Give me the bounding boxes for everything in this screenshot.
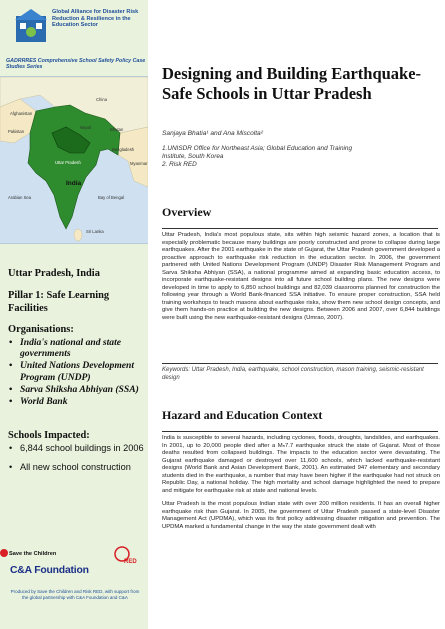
paragraph: India is susceptible to several hazards, including cyclones, floods, droughts, landslides, and earthquakes. In 2001, up to 20,000 people died after a Mₙ7.7 earthquake struck the state of Gujarat. Most of those deaths resulted from collapsed buildings. The impacts to the education sector were devastating. The Gujarat earthquake damaged or destroyed over 11,600 schools, which lacked earthquake-resistant designs (World Bank and Asian Development Bank, 2001). An estimated 947 elementary and secondary students died in the earthquake, a number that may have been higher if the earthquake had not struck on Republic Day, a national holiday. The high mortality and school damage highlighted the need to prepare and mitigate for earthquake risk at state and national levels. bbox=[162, 435, 440, 494]
map-label-bay-of-bengal: Bay of Bengal bbox=[98, 195, 125, 200]
schools-heading: Schools Impacted: bbox=[8, 430, 90, 441]
list-item: • India's national and state governments bbox=[8, 337, 146, 359]
risk-red-text: RED bbox=[124, 559, 137, 565]
ca-foundation-logo: C&A Foundation bbox=[10, 565, 89, 576]
section-divider bbox=[162, 363, 438, 364]
school-safety-icon bbox=[14, 8, 48, 44]
pillar-heading: Pillar 1: Safe Learning Facilities bbox=[8, 290, 110, 314]
partner-logos bbox=[0, 543, 148, 585]
save-the-children-logo: Save the Children bbox=[9, 551, 57, 557]
map-label-sri-lanka: Sri Lanka bbox=[86, 229, 104, 234]
produced-by-note: Produced by Save the Children and Risk RED, with support from the global partnership with C&A Foundation and C&A bbox=[10, 589, 140, 600]
page-title: Designing and Building Earthquake-Safe Schools in Uttar Pradesh bbox=[162, 64, 422, 103]
map-label-bangladesh: Bangladesh bbox=[112, 147, 135, 152]
list-item: • World Bank bbox=[8, 396, 146, 407]
list-item: • United Nations Development Program (UNDP) bbox=[8, 360, 146, 382]
map-label-pakistan: Pakistan bbox=[8, 129, 25, 134]
hazard-heading: Hazard and Education Context bbox=[162, 408, 323, 422]
authors: Sanjaya Bhatia¹ and Ana Miscolta² bbox=[162, 130, 263, 137]
state-heading: Uttar Pradesh, India bbox=[8, 268, 100, 279]
map-label-nepal: Nepal bbox=[80, 125, 91, 130]
keywords: Keywords: Uttar Pradesh, India, earthquake, school construction, mason training, seismic-resistant design bbox=[162, 367, 424, 381]
map-label-arabian-sea: Arabian Sea bbox=[8, 195, 32, 200]
sidebar bbox=[0, 0, 148, 629]
list-item: • All new school construction bbox=[8, 462, 146, 473]
list-item: • 6,844 school buildings in 2006 bbox=[8, 443, 146, 454]
affiliation-line: 2. Risk RED bbox=[162, 161, 197, 168]
map-label-bhutan: Bhutan bbox=[110, 127, 124, 132]
alliance-name: Global Alliance for Disaster Risk Reduction & Resilience in the Education Sector bbox=[52, 9, 139, 29]
affiliations bbox=[162, 145, 432, 169]
affiliation-line: 1.UNISDR Office for Northeast Asia; Global Education and Training bbox=[162, 145, 353, 152]
map-label-india: India bbox=[66, 180, 82, 187]
overview-text: Uttar Pradesh, India's most populous state, sits within high seismic hazard zones, a location that is especially problematic because many buildings are poorly constructed and prone to collapse during large earthquakes. After the 2001 earthquake in the state of Gujarat, the Uttar Pradesh government developed a proactive approach to earthquake risk reduction in the education sector. In 2006, the government partnered with United Nations Development Program (UNDP) Disaster Risk Management Program and Sarva Shiksha Abhiyan (SSA), a national programme aimed at expanding basic education access, to incorporate earthquake-resistant designs into all future school building plans. The new designs were developed in time to apply to 6,850 school buildings and 82,039 classrooms planned for construction the following year through a World Bank-financed SSA initiative. To ensure proper construction, SSA held training workshops to teach masons about earthquake risks, show them new school design concepts, and give them hands-on practice at building the new designs. Between 2006 and 2007, over 6,844 buildings were built using the new earthquake-resistant designs (Umrao, 2007). bbox=[162, 232, 440, 321]
organisations-list bbox=[8, 337, 146, 408]
affiliation-line: Institute, South Korea bbox=[162, 153, 224, 160]
hazard-text bbox=[162, 435, 440, 537]
save-the-children-icon bbox=[0, 549, 8, 557]
series-title: GADRRRES Comprehensive School Safety Policy Case Studies Series bbox=[6, 58, 146, 71]
alliance-logo-block bbox=[6, 6, 146, 56]
main-column bbox=[156, 0, 440, 629]
map-label-china: China bbox=[96, 97, 107, 102]
india-map bbox=[0, 76, 148, 244]
paragraph: Uttar Pradesh is the most populous Indian state with over 200 million residents. It has an overall higher earthquake risk than Gujarat. In 2005, the government of Uttar Pradesh passed a state-level Disaster Management Act (UPDMA), which was its first policy addressing disaster mitigation and prevention. The UPDMA marked a fundamental change in the way the state government dealt with bbox=[162, 501, 440, 530]
risk-red-logo bbox=[112, 545, 140, 567]
organisations-heading: Organisations: bbox=[8, 324, 74, 335]
map-label-uttar-pradesh: Uttar Pradesh bbox=[55, 160, 81, 165]
schools-list bbox=[8, 443, 146, 481]
map-label-myanmar: Myanmar bbox=[130, 161, 148, 166]
list-item: • Sarva Shiksha Abhiyan (SSA) bbox=[8, 384, 146, 395]
section-divider bbox=[162, 228, 438, 229]
overview-heading: Overview bbox=[162, 205, 212, 219]
map-label-afghanistan: Afghanistan bbox=[10, 111, 33, 116]
section-divider bbox=[162, 431, 438, 432]
